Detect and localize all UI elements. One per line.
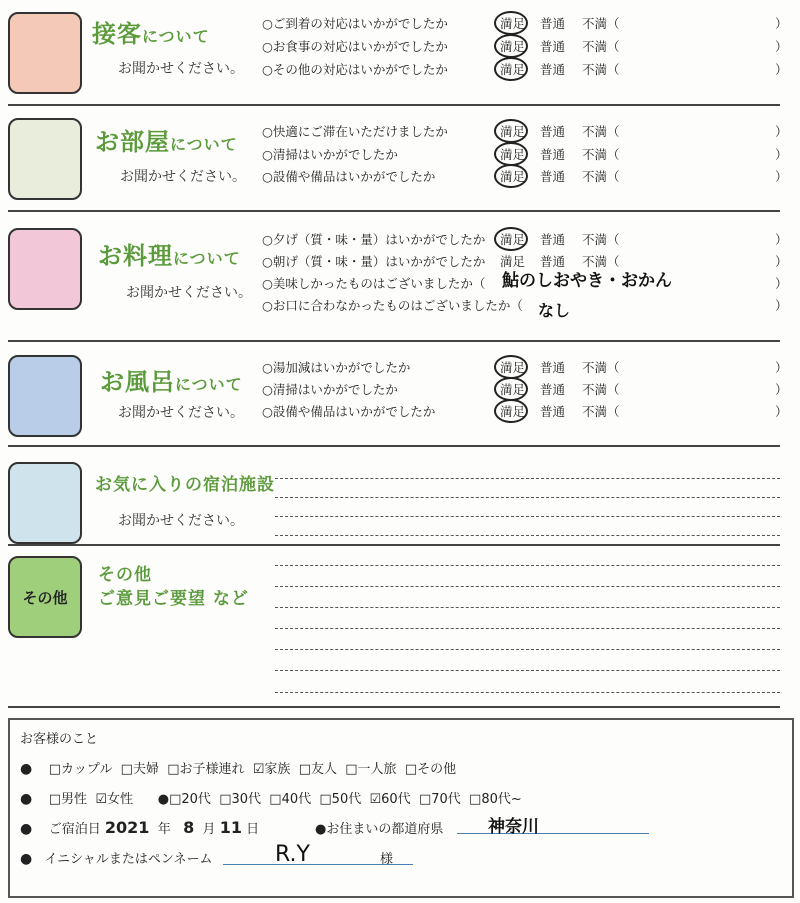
checkbox-children[interactable]: □お子様連れ: [167, 762, 245, 777]
option-unsatisfied[interactable]: 不満（: [582, 382, 620, 397]
option-unsatisfied[interactable]: 不満（: [582, 147, 620, 162]
group-row: ● □カップル □夫婦 □お子様連れ ☑家族 □友人 □一人旅 □その他: [20, 761, 457, 777]
answer-circle: [494, 399, 528, 423]
option-unsatisfied[interactable]: 不満（: [582, 404, 620, 419]
handwritten-answer: なし: [538, 301, 571, 320]
other-label: その他: [22, 588, 68, 607]
checkbox-friends[interactable]: □友人: [298, 762, 337, 777]
writing-line[interactable]: [275, 478, 780, 479]
option-satisfied[interactable]: 満足: [500, 147, 526, 162]
divider: [8, 445, 780, 447]
option-close: ）: [775, 169, 788, 184]
option-close: ）: [775, 382, 788, 397]
answer-circle: [494, 34, 528, 58]
section-title-reception: 接客について: [92, 20, 210, 48]
checkbox-age-40[interactable]: □40代: [269, 792, 312, 807]
writing-line[interactable]: [275, 670, 780, 671]
question: ○設備や備品はいかがでしたか: [262, 169, 436, 184]
checkbox-female[interactable]: ☑女性: [95, 792, 133, 807]
answer-circle: [494, 164, 528, 188]
question: ○朝げ（質・味・量）はいかがでしたか: [262, 254, 486, 269]
option-normal[interactable]: 普通: [540, 404, 566, 419]
paren-close: ）: [775, 298, 788, 313]
answer-circle: [494, 355, 528, 379]
answer-circle: [494, 57, 528, 81]
divider: [8, 340, 780, 342]
option-unsatisfied[interactable]: 不満（: [582, 16, 620, 31]
option-unsatisfied[interactable]: 不満（: [582, 39, 620, 54]
handwritten-answer: 鮎のしおやき・おかん: [502, 271, 672, 291]
prefecture-underline: [457, 833, 649, 834]
question: ○お口に合わなかったものはございましたか（: [262, 298, 523, 313]
question: ○清掃はいかがでしたか: [262, 382, 398, 397]
gender-age-row: ● □男性 ☑女性 ●□20代 □30代 □40代 □50代 ☑60代 □70代 □80代~: [20, 791, 522, 807]
option-normal[interactable]: 普通: [540, 232, 566, 247]
section-subtitle: お聞かせください。: [126, 285, 252, 301]
option-close: ）: [775, 124, 788, 139]
answer-circle: [494, 142, 528, 166]
option-close: ）: [775, 360, 788, 375]
option-satisfied[interactable]: 満足: [500, 62, 526, 77]
writing-line[interactable]: [275, 497, 780, 498]
question: ○湯加減はいかがでしたか: [262, 360, 411, 375]
customer-info-box: [8, 718, 794, 898]
section-title-room: お部屋について: [95, 128, 238, 156]
month-unit: 月: [202, 822, 216, 837]
question: ○快適にご滞在いただけましたか: [262, 124, 448, 139]
answer-circle: [494, 377, 528, 401]
writing-line[interactable]: [275, 692, 780, 693]
prefecture-value[interactable]: 神奈川: [488, 817, 539, 837]
option-normal[interactable]: 普通: [540, 39, 566, 54]
option-unsatisfied[interactable]: 不満（: [582, 62, 620, 77]
option-satisfied[interactable]: 満足: [500, 39, 526, 54]
day-value[interactable]: 11: [219, 818, 242, 837]
option-satisfied[interactable]: 満足: [500, 254, 526, 269]
checkbox-age-80[interactable]: □80代~: [469, 792, 522, 807]
month-value[interactable]: 8: [183, 818, 195, 837]
checkbox-male[interactable]: □男性: [48, 792, 88, 807]
question: ○ご到着の対応はいかがでしたか: [262, 16, 448, 31]
divider: [8, 104, 780, 106]
checkbox-age-70[interactable]: □70代: [418, 792, 461, 807]
section-subtitle: お聞かせください。: [118, 513, 244, 529]
section-title-other-line2: ご意見ご要望 など: [98, 589, 249, 609]
option-normal[interactable]: 普通: [540, 254, 566, 269]
question: ○お食事の対応はいかがでしたか: [262, 39, 448, 54]
customer-heading: お客様のこと: [20, 732, 99, 747]
option-satisfied[interactable]: 満足: [500, 124, 526, 139]
name-value[interactable]: R.Y: [275, 842, 310, 867]
section-title-bath: お風呂について: [100, 368, 243, 396]
prefecture-label: ●お住まいの都道府県: [315, 822, 444, 837]
name-suffix: 様: [380, 852, 394, 867]
option-satisfied[interactable]: 満足: [500, 382, 526, 397]
question: ○その他の対応はいかがでしたか: [262, 62, 448, 77]
question: ○設備や備品はいかがでしたか: [262, 404, 436, 419]
name-label: イニシャルまたはペンネーム: [44, 852, 213, 867]
question: ○夕げ（質・味・量）はいかがでしたか: [262, 232, 486, 247]
option-normal[interactable]: 普通: [540, 147, 566, 162]
answer-circle: [494, 227, 528, 251]
meal-illustration: [8, 228, 82, 310]
divider: [8, 544, 780, 546]
other-illustration: [8, 556, 82, 638]
option-unsatisfied[interactable]: 不満（: [582, 360, 620, 375]
answer-circle: [494, 11, 528, 35]
favorite-illustration: [8, 462, 82, 544]
option-satisfied[interactable]: 満足: [500, 169, 526, 184]
stay-date-row: ● ご宿泊日 2021 年 8 月 11 日: [20, 818, 260, 837]
checkbox-age-50[interactable]: □50代: [319, 792, 362, 807]
writing-line[interactable]: [275, 628, 780, 629]
writing-line[interactable]: [275, 535, 780, 536]
writing-line[interactable]: [275, 516, 780, 517]
section-title-other: その他: [98, 565, 152, 585]
checkbox-age-60[interactable]: ☑60代: [369, 792, 411, 807]
room-illustration: [8, 118, 82, 200]
option-normal[interactable]: 普通: [540, 124, 566, 139]
checkbox-solo[interactable]: □一人旅: [345, 762, 397, 777]
option-satisfied[interactable]: 満足: [500, 232, 526, 247]
stay-date-label: ご宿泊日: [48, 822, 101, 837]
checkbox-family[interactable]: ☑家族: [252, 762, 291, 777]
option-satisfied[interactable]: 満足: [500, 16, 526, 31]
checkbox-age-30[interactable]: □30代: [219, 792, 262, 807]
option-normal[interactable]: 普通: [540, 62, 566, 77]
divider: [8, 210, 780, 212]
writing-line[interactable]: [275, 607, 780, 608]
section-title-meal: お料理について: [98, 242, 241, 270]
option-normal[interactable]: 普通: [540, 16, 566, 31]
option-close: ）: [775, 232, 788, 247]
option-satisfied[interactable]: 満足: [500, 360, 526, 375]
option-unsatisfied[interactable]: 不満（: [582, 254, 620, 269]
question: ○美味しかったものはございましたか（: [262, 276, 486, 291]
checkbox-married[interactable]: □夫婦: [120, 762, 159, 777]
checkbox-other[interactable]: □その他: [404, 762, 457, 777]
reception-illustration: [8, 12, 82, 94]
writing-line[interactable]: [275, 565, 780, 566]
section-subtitle: お聞かせください。: [118, 61, 244, 77]
option-unsatisfied[interactable]: 不満（: [582, 124, 620, 139]
option-close: ）: [775, 147, 788, 162]
option-close: ）: [775, 39, 788, 54]
section-subtitle: お聞かせください。: [118, 405, 244, 421]
year-value[interactable]: 2021: [104, 818, 150, 837]
option-close: ）: [775, 16, 788, 31]
writing-line[interactable]: [275, 586, 780, 587]
option-unsatisfied[interactable]: 不満（: [582, 232, 620, 247]
checkbox-age-20[interactable]: ●□20代: [157, 792, 211, 807]
option-satisfied[interactable]: 満足: [500, 404, 526, 419]
writing-line[interactable]: [275, 649, 780, 650]
checkbox-couple[interactable]: □カップル: [48, 762, 113, 777]
bath-illustration: [8, 355, 82, 437]
answer-circle: [494, 119, 528, 143]
question: ○清掃はいかがでしたか: [262, 147, 398, 162]
option-close: ）: [775, 62, 788, 77]
name-row: ● イニシャルまたはペンネーム: [20, 851, 213, 867]
option-unsatisfied[interactable]: 不満（: [582, 169, 620, 184]
option-normal[interactable]: 普通: [540, 360, 566, 375]
option-normal[interactable]: 普通: [540, 382, 566, 397]
option-close: ）: [775, 404, 788, 419]
section-title-favorite: お気に入りの宿泊施設: [95, 475, 275, 495]
day-unit: 日: [246, 822, 260, 837]
year-unit: 年: [157, 822, 171, 837]
option-normal[interactable]: 普通: [540, 169, 566, 184]
section-subtitle: お聞かせください。: [120, 169, 246, 185]
divider: [8, 706, 780, 708]
paren-close: ）: [775, 276, 788, 291]
option-close: ）: [775, 254, 788, 269]
